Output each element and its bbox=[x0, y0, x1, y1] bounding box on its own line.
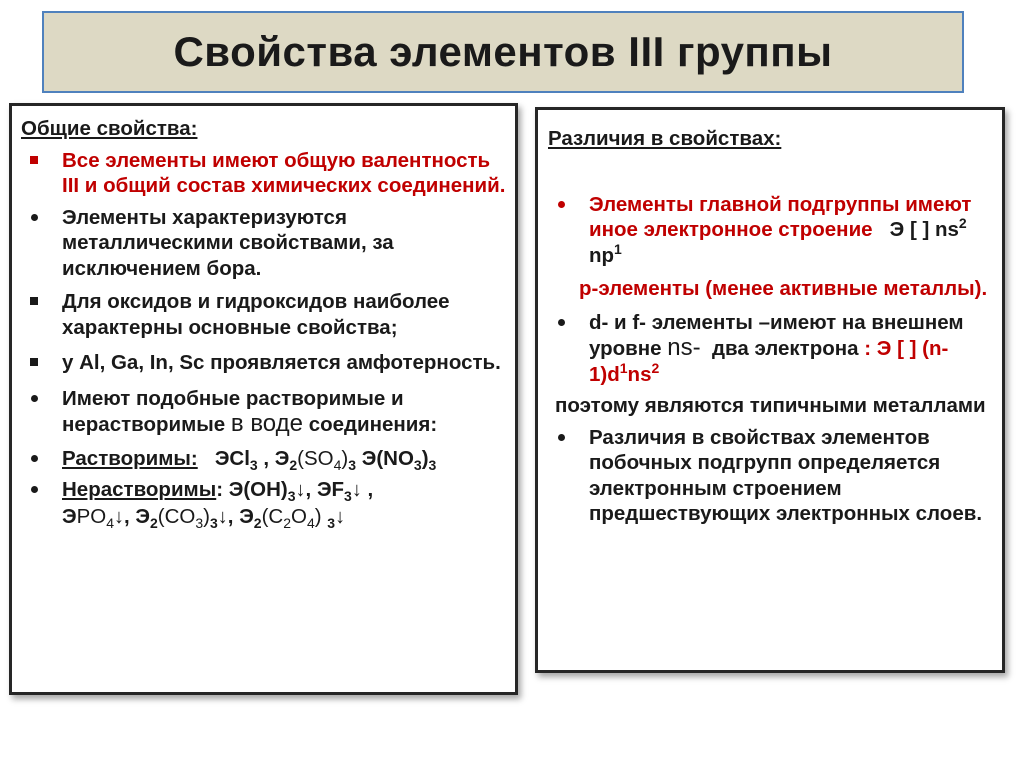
down-arrow-icon: ↓ bbox=[295, 479, 306, 501]
page-title: Свойства элементов III группы bbox=[173, 28, 833, 75]
ns-text: ns- bbox=[667, 334, 701, 361]
general-properties-heading: Общие свойства: bbox=[21, 117, 198, 140]
differences-panel bbox=[535, 107, 1005, 673]
round-bullet-icon bbox=[558, 319, 565, 326]
round-bullet-icon bbox=[31, 395, 38, 402]
item-text: d- и f- элементы –имеют на внешнем уровне bbox=[589, 310, 964, 360]
differences-heading: Различия в свойствах: bbox=[548, 127, 782, 150]
soluble-compounds: Растворимы: ЭCl$_3$ , $Э_2(SO_4)_3$ $Э(NO_3)_3$ bbox=[21, 446, 511, 472]
list-item bbox=[548, 310, 993, 388]
item-text: Для оксидов и гидроксидов наиболее характерны основные свойства; bbox=[62, 290, 450, 339]
list-item bbox=[548, 192, 993, 269]
square-bullet-icon bbox=[30, 358, 38, 366]
down-arrow-icon: ↓ bbox=[335, 505, 346, 528]
soluble-label: Растворимы: bbox=[62, 446, 198, 470]
round-bullet-icon bbox=[558, 201, 565, 208]
item-text-normal: в воде bbox=[230, 410, 303, 437]
item-text: Имеют подобные растворимые и нерастворимые bbox=[62, 386, 404, 436]
electron-formula: Э [ ] $ns^2$ $np^1$ bbox=[589, 215, 967, 267]
square-bullet-icon bbox=[30, 297, 38, 305]
list-item bbox=[548, 425, 993, 527]
item-text: Все элементы имеют общую валентность III и общий состав химических соединений. bbox=[62, 148, 506, 197]
p-elements-note: p-элементы (менее активные металлы). bbox=[579, 277, 988, 300]
insoluble-label: Нерастворимы bbox=[62, 478, 217, 501]
general-properties-panel bbox=[9, 103, 518, 695]
item-text: у Al, Ga, In, Sc проявляется амфотерность. bbox=[62, 351, 501, 374]
down-arrow-icon: ↓ bbox=[351, 479, 362, 501]
down-arrow-icon: ↓ bbox=[217, 505, 228, 528]
list-item bbox=[21, 386, 511, 438]
therefore-note: поэтому являются типичными металлами bbox=[555, 394, 986, 417]
item-text: два электрона bbox=[712, 337, 859, 360]
down-arrow-icon: ↓ bbox=[114, 505, 125, 528]
item-text: Элементы характеризуются металлическими свойствами, за исключением бора. bbox=[62, 205, 394, 280]
square-bullet-icon bbox=[30, 156, 38, 164]
title-banner bbox=[42, 11, 964, 93]
list-item bbox=[21, 289, 511, 340]
list-item bbox=[21, 350, 511, 376]
list-item bbox=[21, 205, 511, 282]
item-text: соединения: bbox=[308, 413, 438, 436]
round-bullet-icon bbox=[31, 455, 38, 462]
item-text: Различия в свойствах элементов побочных подгрупп определяется электронным строением предшествующих электронных слоев. bbox=[589, 425, 983, 525]
round-bullet-icon bbox=[558, 434, 565, 441]
electron-formula: : Э [ ] $(n-1)d^1ns^2$ bbox=[589, 337, 949, 386]
round-bullet-icon bbox=[31, 486, 38, 493]
round-bullet-icon bbox=[31, 214, 38, 221]
insoluble-compounds: Нерастворимы: $Э(OH)_3↓$, $ЭF_3↓$ , $ЭPO_4↓$, $Э_2(CO_3)_3↓$, $Э_2(C_2O_4)$ $_3$↓ bbox=[21, 477, 511, 530]
list-item bbox=[21, 148, 511, 199]
item-text: Элементы главной подгруппы имеют иное электронное строение bbox=[589, 192, 972, 241]
